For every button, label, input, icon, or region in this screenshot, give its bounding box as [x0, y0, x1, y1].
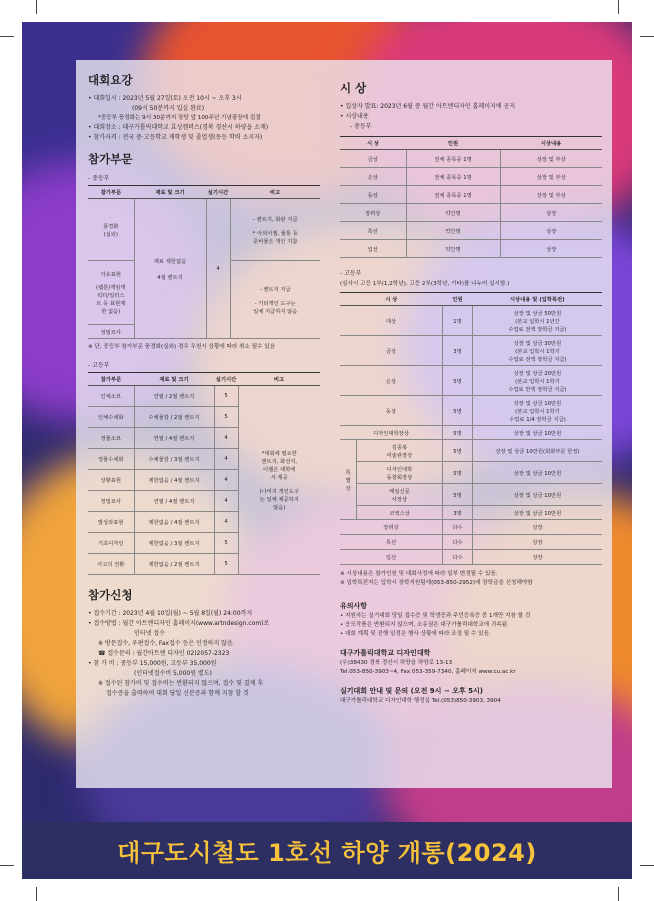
table-cell: 인체수채화 [88, 407, 134, 428]
table-cell: 상장 [472, 550, 602, 565]
table-cell: 금상 [340, 150, 406, 168]
caution-line: • 응모작품은 반환되지 않으며, 소유권은 대구가톨릭대학교에 귀속됨. [340, 622, 509, 628]
table-cell: 은상 [340, 168, 406, 186]
table-cell: 은상 [340, 366, 442, 396]
crop-mark [618, 887, 619, 901]
table-cell: 상장 및 상금 10만원 [472, 506, 602, 520]
table-cell: 약간명 [406, 222, 500, 240]
table-cell: 약간명 [406, 240, 500, 258]
table-cell: 디자인대학 동창회장상 [357, 462, 443, 484]
overview-line: *중등부 풍경화는 9시 30분까지 장당 앞 100주년 기념광장에 집결 [98, 115, 261, 121]
crop-mark [0, 36, 14, 37]
overview-line: • 참가자격 : 전국 중·고등학교 재학생 및 졸업생(동등 학력 소지자) [88, 134, 263, 141]
table-cell: 수채물감 / 3절 켄트지 [134, 449, 214, 470]
table-cell: 4 [214, 491, 238, 512]
table-cell: 5 [214, 386, 238, 407]
table-cell: 다수 [442, 535, 472, 550]
table-cell: 약간명 [406, 204, 500, 222]
table-cell: 특선 [340, 222, 406, 240]
awards-line: - 중등부 [350, 123, 372, 130]
crop-mark [618, 0, 619, 14]
table-cell: 정밀묘사 [88, 325, 134, 339]
table-cell: 김종복 미술관장상 [357, 440, 443, 462]
table-cell: 자유표현 (웹툰/게임캐 릭터/일러스 트 등 표현제 한 없음) [88, 261, 134, 325]
table-cell: 상황표현 [88, 470, 134, 491]
table-header: 비고 [230, 186, 320, 199]
awards-title: 시 상 [340, 81, 367, 95]
table-cell: 전체 종목중 1명 [406, 168, 500, 186]
awards-line: • 입상자 발표: 2023년 6월 중 월간 아트엔디자인 홈페이지에 공지 [340, 103, 516, 110]
crop-mark [36, 0, 37, 14]
table-cell: 4 [214, 512, 238, 533]
table-cell: - 켄트지 지급 - 기타개인 도구는 일체 지급하지 않음 [230, 261, 320, 339]
table-cell: 제한없음 / 2절 켄트지 [134, 554, 214, 575]
application-line: (인터넷접수비 5,000원 별도) [134, 670, 212, 677]
application-line: • 접수방법 : 월간 아트엔디자인 홈페이지(www.artndesign.com)로 [88, 620, 270, 627]
table-cell: 5명 [442, 440, 472, 462]
table-header: 재료 및 크기 [134, 186, 206, 199]
table-cell: 디자인대학장상 [340, 426, 442, 440]
crop-mark [36, 887, 37, 901]
middle-division-table [88, 185, 320, 339]
table-cell: 4 [206, 199, 230, 339]
table-cell: 풍경화 (실외) [88, 199, 134, 261]
table-cell: 기초디자인 [88, 533, 134, 554]
table-cell: 재료 제한없음 4절 켄트지 [134, 199, 206, 339]
table-cell: 연필 / 4절 켄트지 [134, 491, 214, 512]
middle-footnote: ※ 단, 중등부 참가부문 풍경화(실외) 경우 우천시 상황에 따라 취소 될수 있음 [88, 344, 276, 350]
table-cell: 상장 [500, 222, 602, 240]
table-cell: 제한없음 / 4절 켄트지 [134, 512, 214, 533]
application-line: ※ 방문접수, 우편접수, Fax접수 등은 인정하지 않음. [98, 640, 235, 647]
high-division-label: - 고등부 [88, 362, 110, 369]
table-cell: 제한없음 / 4절 켄트지 [134, 470, 214, 491]
table-cell: 5명 [442, 426, 472, 440]
table-cell: 5 [214, 407, 238, 428]
table-cell: 상장 및 상금 10만원 [472, 462, 602, 484]
left-column [88, 72, 324, 699]
table-cell: 장려상 [340, 520, 442, 535]
table-cell: 제한없음 / 3절 켄트지 [134, 533, 214, 554]
table-cell: 4 [214, 428, 238, 449]
table-cell: 발상과표현 [88, 512, 134, 533]
caution-title: 유의사항 [340, 602, 368, 610]
table-header: 시상내용 [500, 137, 602, 150]
table-header: 인원 [406, 137, 500, 150]
table-cell: 입선 [340, 550, 442, 565]
table-cell: 상장 및 부상 [500, 150, 602, 168]
table-header: 실기시간 [214, 373, 238, 386]
table-cell: 상장 및 상금 10만원 [472, 426, 602, 440]
table-cell: 상장 [472, 535, 602, 550]
table-cell: 사고의 전환 [88, 554, 134, 575]
table-header: 시 상 [340, 137, 406, 150]
overview-line: • 대회장소 : 대구가톨릭대학교 효성캠퍼스(경북 경산시 하양읍 소재) [88, 124, 269, 131]
table-cell: 상장 및 상금 10만원 [472, 484, 602, 506]
contact-title: 실기대회 안내 및 문의 (오전 9시 ~ 오후 5시) [340, 687, 483, 695]
table-cell: 상장 및 상금 50만원 (본교 입학시 1년간 수업료 전액 장학금 지급) [472, 306, 602, 336]
footer-banner [22, 822, 632, 879]
crop-mark [0, 865, 14, 866]
crop-mark [640, 36, 654, 37]
table-cell: 4 [214, 449, 238, 470]
overview-line: (09시 50분까지 입실 완료) [132, 105, 205, 112]
table-cell: 상장 및 부상 [500, 186, 602, 204]
table-cell: 상장 [472, 520, 602, 535]
table-cell: 동상 [340, 396, 442, 426]
divisions-title: 참가부문 [88, 152, 133, 166]
table-cell: 전체 종목중 1명 [406, 186, 500, 204]
table-header: 참가부문 [88, 373, 134, 386]
table-cell: 5 [214, 554, 238, 575]
table-cell: 전체 종목중 1명 [406, 150, 500, 168]
table-cell: - 켄트지, 화판 지급 * 아외이젤, 물통 등 준비물은 개인 지참 [230, 199, 320, 261]
table-cell: 수채물감 / 2절 켄트지 [134, 407, 214, 428]
table-cell: 동상 [340, 186, 406, 204]
host-line: (우)38430 경북 경산시 하양읍 하양로 13-13 [340, 660, 453, 666]
application-line: ☎ 접수문의 : 월간아트엔 디자인 02)2057-2323 [98, 650, 230, 657]
awards-note: ※ 시상내용은 참가인원 및 대회사정에 따라 일부 변경될 수 있음. [340, 571, 498, 577]
table-header: 재료 및 크기 [134, 373, 214, 386]
caution-line: • 지원자는 실기대회 당일 접수증 및 학생증과 주민등록증 중 1개만 지참 할 것 [340, 613, 531, 619]
table-cell: 1명 [442, 306, 472, 336]
table-header: 참가부문 [88, 186, 134, 199]
table-cell: 연필 / 4절 켄트지 [134, 428, 214, 449]
table-cell: 다수 [442, 550, 472, 565]
application-line: 인터넷 접수 [134, 630, 165, 637]
overview-title: 대회요강 [88, 73, 133, 87]
table-cell: 금상 [340, 336, 442, 366]
table-cell: 5명 [442, 484, 472, 506]
table-cell: 상장 및 상금 10만원 (본교 입학시 1학기 수업료 1/4 장학금 지급) [472, 396, 602, 426]
special-award-label: 특 별 상 [340, 440, 357, 520]
host-title: 대구가톨릭대학교 디자인대학 [340, 649, 431, 657]
table-cell: 대상 [340, 306, 442, 336]
table-header: 실기시간 [206, 186, 230, 199]
contact-line: 대구가톨릭대학교 디자인대학 행정실 Tel.(053)850-3903, 3904 [340, 698, 501, 704]
awards-note: ※ 입학특전자는 입학시 장학지원팀에(053-850-2952)에 장학금을 신청해야함 [340, 580, 533, 586]
middle-division-label: - 중등부 [88, 175, 110, 182]
table-header: 시상내용 및 (입학특전) [472, 293, 602, 306]
application-line: • 접수기간 : 2023년 4월 10일(월) ~ 5월 8일(월) 24:00까지 [88, 610, 253, 617]
table-cell: 다수 [442, 520, 472, 535]
table-cell: 상장 [500, 240, 602, 258]
caution-line: • 대회 계획 및 진행 일정은 행사 상황에 따라 조정 될 수 있음. [340, 631, 491, 637]
application-line: 접수증을 출력하여 대회 당일 신분증과 함께 지참 할 것 [106, 690, 249, 697]
overview-line: • 대회일시 : 2023년 5월 27일(토) 오전 10시 ~ 오후 3시 [88, 95, 242, 102]
awards-line: • 시상내용 [340, 113, 369, 120]
table-cell: 정물수채화 [88, 449, 134, 470]
table-header: 시 상 [340, 293, 442, 306]
footer-title: 대구도시철도 1호선 하양 개통(2024) [117, 839, 537, 867]
table-cell: 정물소묘 [88, 428, 134, 449]
table-cell: 상장 및 상금 10만원(회화부문 한정) [472, 440, 602, 462]
application-line: ※ 접수된 참가비 및 접수비는 반환되지 않으며, 접수 및 결제 후 [98, 680, 264, 687]
table-cell: 5명 [442, 396, 472, 426]
table-cell: 상장 및 상금 20만원 (본교 입학시 1학기 수업료 반액 장학금 지급) [472, 366, 602, 396]
table-cell: 입선 [340, 240, 406, 258]
high-awards-subtitle: (심사시 고등 1부(1,2학년), 고등 2부(3학년, 기타)를 나누어 실시함.) [340, 281, 510, 287]
right-column [340, 80, 604, 706]
table-cell: 매일신문 사장상 [357, 484, 443, 506]
table-header: 인원 [442, 293, 472, 306]
table-cell: 정밀묘사 [88, 491, 134, 512]
high-awards-label: - 고등부 [340, 270, 362, 277]
application-title: 참가신청 [88, 588, 133, 602]
table-cell: 5명 [442, 462, 472, 484]
table-cell: 3명 [442, 336, 472, 366]
table-cell: 5명 [442, 366, 472, 396]
table-cell: 특선 [340, 535, 442, 550]
table-cell: 3명 [442, 506, 472, 520]
table-cell: 코엑스상 [357, 506, 443, 520]
table-cell: 상장 및 상금 30만원 (본교 입학시 1학기 수업료 전액 장학금 지급) [472, 336, 602, 366]
table-header: 비고 [238, 373, 320, 386]
table-cell: 상장 [500, 204, 602, 222]
host-line: Tel.053-850-3903~4, Fax 053-359-7340, 홈페이지 www.cu.ac.kr [340, 669, 516, 675]
table-cell: 연필 / 2절 켄트지 [134, 386, 214, 407]
table-cell: 장려상 [340, 204, 406, 222]
table-cell: 상장 및 부상 [500, 168, 602, 186]
middle-awards-table [340, 136, 602, 258]
table-cell: *대회에 필요한 캔트지, 화선지, 이젤은 대학에 서 제공 (나머지 개인도구 는 일체 제공하지 않음) [238, 386, 320, 575]
high-awards-table [340, 292, 602, 565]
table-cell: 4 [214, 470, 238, 491]
table-cell: 5 [214, 533, 238, 554]
application-line: • 참 가 비 : 중등부 15,000원, 고등부 35,000원 [88, 660, 217, 667]
high-division-table [88, 372, 320, 575]
crop-mark [640, 865, 654, 866]
table-cell: 인체소묘 [88, 386, 134, 407]
